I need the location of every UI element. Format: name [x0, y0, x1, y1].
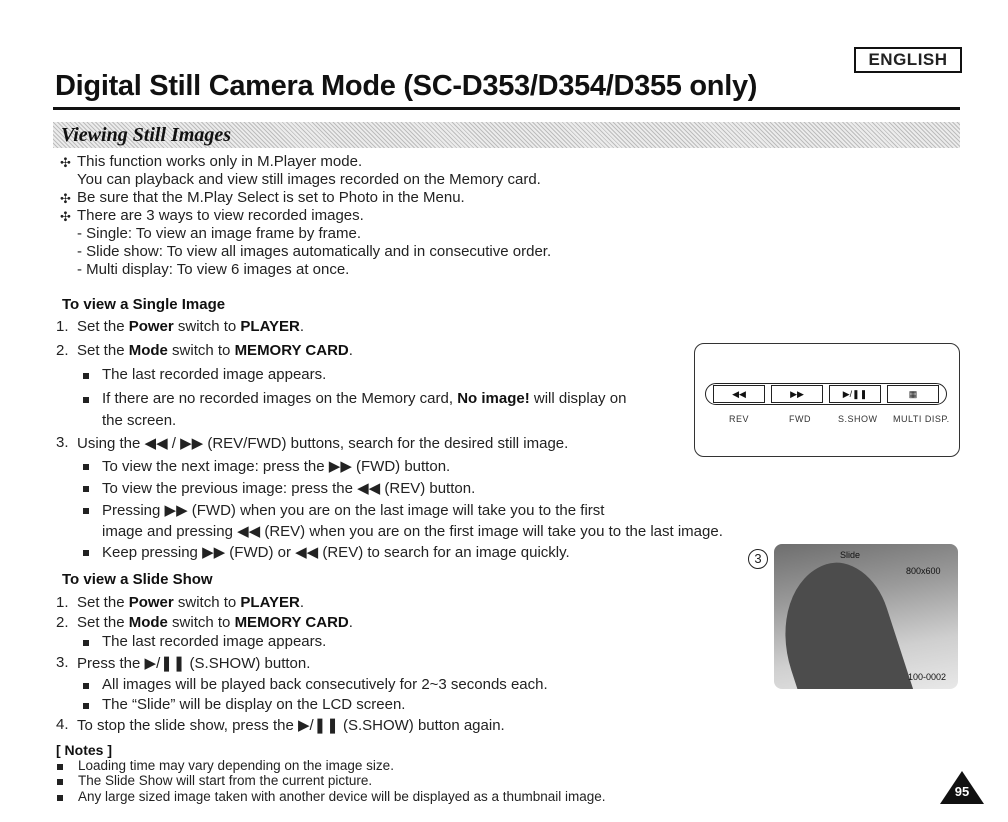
slide-step1: Set the Power switch to PLAYER.	[77, 594, 305, 611]
single-s3-b4: Keep pressing ▶▶ (FWD) or ◀◀ (REV) to search for an image quickly.	[102, 544, 570, 561]
square-bullet	[83, 397, 89, 403]
step-number: 3.	[56, 434, 69, 451]
intro-bullet: ✣	[60, 191, 71, 206]
intro-line: - Multi display: To view 6 images at once.	[77, 261, 350, 278]
square-bullet	[83, 373, 89, 379]
intro-line: - Slide show: To view all images automatically and in consecutive order.	[77, 243, 552, 260]
single-s3-b2: To view the previous image: press the ◀◀ (REV) button.	[102, 480, 476, 497]
step-number: 1.	[56, 594, 69, 611]
page-title: Digital Still Camera Mode (SC-D353/D354/D355 only)	[55, 70, 758, 102]
step-number: 1.	[56, 318, 69, 335]
lcd-screen-illustration	[774, 544, 958, 689]
square-bullet	[57, 779, 63, 785]
button-panel-illustration	[694, 343, 960, 457]
note-item: The Slide Show will start from the current picture.	[78, 773, 373, 788]
single-s2-b1: The last recorded image appears.	[102, 366, 327, 383]
square-bullet	[83, 683, 89, 689]
square-bullet	[83, 640, 89, 646]
intro-line: You can playback and view still images recorded on the Memory card.	[77, 171, 541, 188]
multi-disp-label: MULTI DISP.	[893, 414, 950, 424]
square-bullet	[83, 486, 89, 492]
section-title: Viewing Still Images	[61, 124, 232, 146]
square-bullet	[83, 508, 89, 514]
play-pause-button-icon: ▶/❚❚	[829, 385, 881, 403]
single-heading: To view a Single Image	[62, 296, 226, 313]
single-s3-b3: Pressing ▶▶ (FWD) when you are on the last image will take you to the first	[102, 502, 605, 519]
intro-line: This function works only in M.Player mode.	[77, 153, 363, 170]
intro-line: - Single: To view an image frame by frame.	[77, 225, 362, 242]
slide-s3-b1: All images will be played back consecutively for 2~3 seconds each.	[102, 676, 548, 693]
notes-heading: [ Notes ]	[56, 742, 112, 758]
single-s3-b1: To view the next image: press the ▶▶ (FWD) button.	[102, 458, 451, 475]
step-number: 3.	[56, 654, 69, 671]
slide-heading: To view a Slide Show	[62, 571, 213, 588]
note-item: Any large sized image taken with another device will be displayed as a thumbnail image.	[78, 789, 606, 804]
note-item: Loading time may vary depending on the image size.	[78, 758, 394, 773]
intro-bullet: ✣	[60, 155, 71, 170]
slide-step2: Set the Mode switch to MEMORY CARD.	[77, 614, 353, 631]
lcd-slide-text: Slide	[840, 550, 861, 560]
step-number: 4.	[56, 716, 69, 733]
slide-step4: To stop the slide show, press the ▶/❚❚ (S.SHOW) button again.	[77, 717, 505, 734]
step-number: 2.	[56, 614, 69, 631]
square-bullet	[83, 703, 89, 709]
lcd-resolution: 800x600	[906, 566, 941, 576]
intro-line: There are 3 ways to view recorded images.	[77, 207, 364, 224]
rev-label: REV	[729, 414, 750, 424]
section-bar	[53, 122, 960, 148]
slide-s3-b2: The “Slide” will be display on the LCD screen.	[102, 696, 406, 713]
square-bullet	[83, 550, 89, 556]
fwd-label: FWD	[789, 414, 811, 424]
title-rule	[53, 107, 960, 110]
single-step2: Set the Mode switch to MEMORY CARD.	[77, 342, 353, 359]
multi-disp-button-icon: ▦	[887, 385, 939, 403]
callout-number: 3	[748, 549, 768, 569]
dolphin-image	[774, 551, 914, 689]
language-tag: ENGLISH	[854, 47, 962, 73]
single-step1: Set the Power switch to PLAYER.	[77, 318, 305, 335]
slide-s2-b1: The last recorded image appears.	[102, 633, 327, 650]
step-number: 2.	[56, 342, 69, 359]
single-s3-b3-cont: image and pressing ◀◀ (REV) when you are on the first image will take you to the last image.	[102, 523, 723, 540]
square-bullet	[83, 464, 89, 470]
square-bullet	[57, 795, 63, 801]
square-bullet	[57, 764, 63, 770]
intro-line: Be sure that the M.Play Select is set to Photo in the Menu.	[77, 189, 465, 206]
single-step3: Using the ◀◀ / ▶▶ (REV/FWD) buttons, search for the desired still image.	[77, 435, 569, 452]
single-s2-b2-cont: the screen.	[102, 412, 177, 429]
intro-bullet: ✣	[60, 209, 71, 224]
sshow-label: S.SHOW	[838, 414, 878, 424]
button-strip	[705, 383, 947, 405]
page-number: 95	[954, 784, 970, 799]
rev-button-icon: ◀◀	[713, 385, 765, 403]
single-s2-b2: If there are no recorded images on the Memory card, No image! will display on	[102, 390, 627, 407]
fwd-button-icon: ▶▶	[771, 385, 823, 403]
lcd-file-number: 100-0002	[908, 672, 947, 682]
slide-step3: Press the ▶/❚❚ (S.SHOW) button.	[77, 655, 311, 672]
